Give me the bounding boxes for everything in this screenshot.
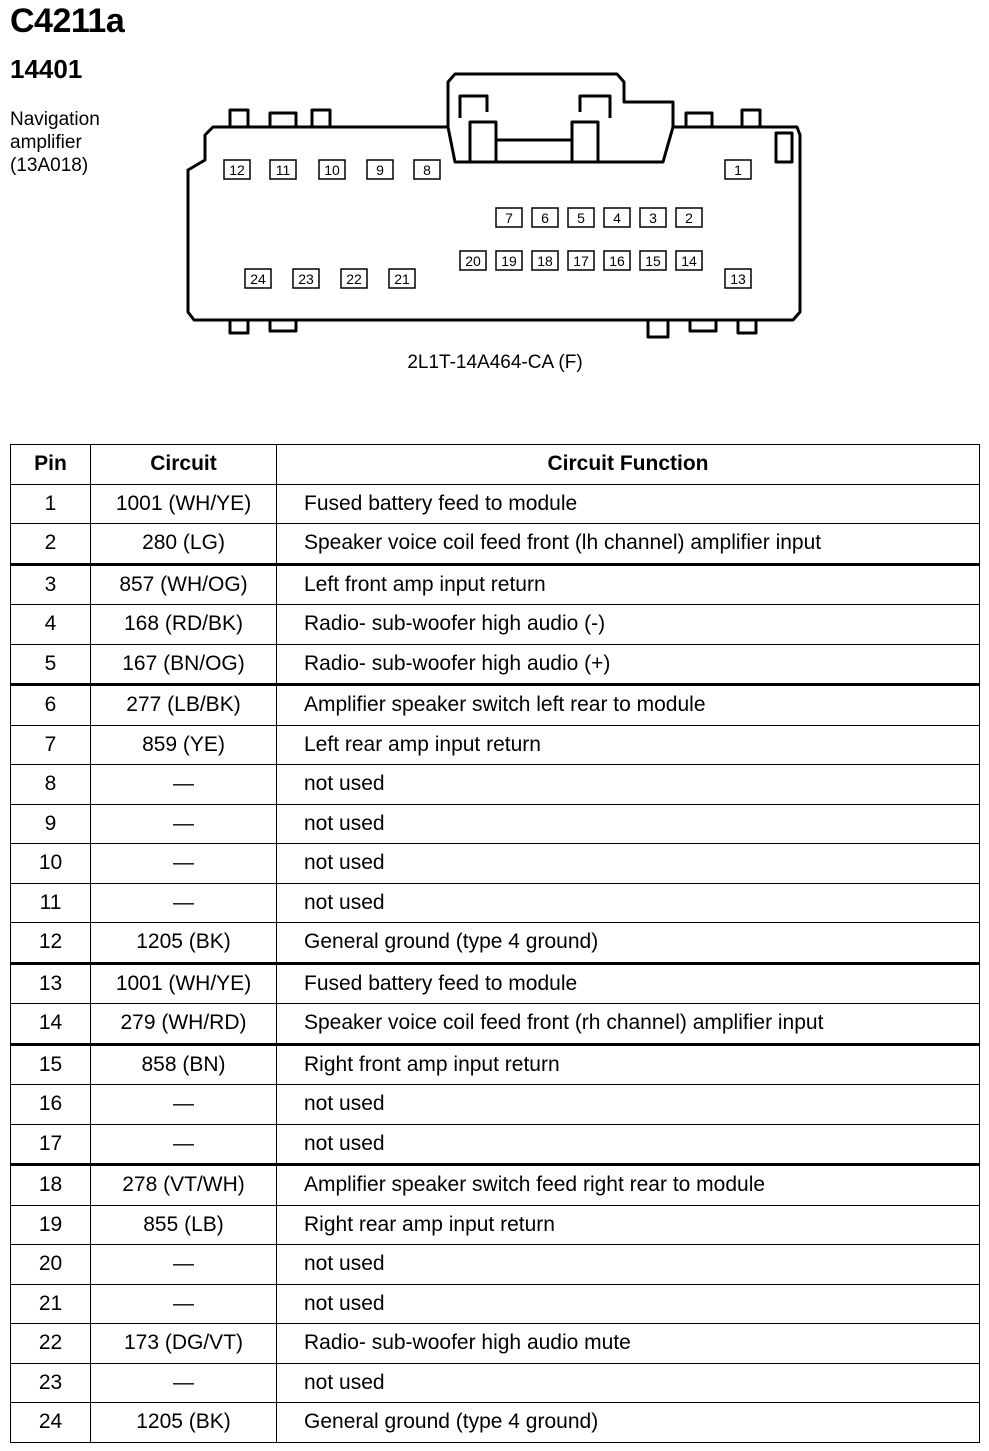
table-row bbox=[11, 804, 980, 844]
part-number: 14401 bbox=[10, 54, 83, 84]
circuit-cell: 858 (BN) bbox=[91, 1044, 277, 1085]
pin-cell: 19 bbox=[11, 1205, 91, 1245]
connector-latch bbox=[448, 74, 673, 127]
function-cell: not used bbox=[277, 1085, 980, 1125]
pin-number: 15 bbox=[645, 253, 661, 269]
pin-number: 19 bbox=[501, 253, 517, 269]
table-row bbox=[11, 1205, 980, 1245]
pin-cell: 13 bbox=[11, 963, 91, 1004]
pin-cell: 4 bbox=[11, 605, 91, 645]
pin-cell: 17 bbox=[11, 1124, 91, 1165]
function-cell: Fused battery feed to module bbox=[277, 963, 980, 1004]
circuit-cell: — bbox=[91, 1363, 277, 1403]
column-header-pin: Pin bbox=[11, 445, 91, 485]
circuit-cell: — bbox=[91, 844, 277, 884]
table-row bbox=[11, 844, 980, 884]
function-cell: not used bbox=[277, 883, 980, 923]
function-cell: Radio- sub-woofer high audio (-) bbox=[277, 605, 980, 645]
function-cell: Fused battery feed to module bbox=[277, 484, 980, 524]
circuit-cell: — bbox=[91, 883, 277, 923]
pin-cell: 14 bbox=[11, 1004, 91, 1045]
circuit-cell: 277 (LB/BK) bbox=[91, 685, 277, 726]
pin-cell: 10 bbox=[11, 844, 91, 884]
column-header-function: Circuit Function bbox=[277, 445, 980, 485]
bottom-tab bbox=[738, 320, 756, 333]
pin-number: 24 bbox=[250, 271, 266, 287]
pin-cell: 6 bbox=[11, 685, 91, 726]
top-tab bbox=[230, 110, 248, 127]
pin-cell: 7 bbox=[11, 725, 91, 765]
table-header-row bbox=[11, 445, 980, 485]
function-cell: General ground (type 4 ground) bbox=[277, 1403, 980, 1443]
function-cell: not used bbox=[277, 844, 980, 884]
pin-number: 9 bbox=[376, 162, 384, 178]
pin-cell: 21 bbox=[11, 1284, 91, 1324]
pin-number: 4 bbox=[613, 210, 621, 226]
function-cell: General ground (type 4 ground) bbox=[277, 923, 980, 964]
pin-cell: 11 bbox=[11, 883, 91, 923]
function-cell: Right rear amp input return bbox=[277, 1205, 980, 1245]
pin-number: 11 bbox=[275, 162, 291, 178]
pin-cell: 12 bbox=[11, 923, 91, 964]
table-row bbox=[11, 725, 980, 765]
pin-cell: 8 bbox=[11, 765, 91, 805]
table-row bbox=[11, 1124, 980, 1165]
pin-number: 5 bbox=[577, 210, 585, 226]
pin-number: 7 bbox=[505, 210, 513, 226]
pin-number: 6 bbox=[541, 210, 549, 226]
pin-table bbox=[10, 444, 980, 1443]
pin-number: 23 bbox=[298, 271, 314, 287]
pin-number: 8 bbox=[423, 162, 431, 178]
table-row bbox=[11, 564, 980, 605]
pin-number: 12 bbox=[229, 162, 245, 178]
circuit-cell: 1001 (WH/YE) bbox=[91, 484, 277, 524]
circuit-cell: — bbox=[91, 1124, 277, 1165]
circuit-cell: — bbox=[91, 1284, 277, 1324]
table-row bbox=[11, 765, 980, 805]
table-row bbox=[11, 1085, 980, 1125]
table-row bbox=[11, 1284, 980, 1324]
table-row bbox=[11, 1324, 980, 1364]
circuit-cell: — bbox=[91, 1085, 277, 1125]
pin-number: 14 bbox=[681, 253, 697, 269]
function-cell: Speaker voice coil feed front (lh channel) amplifier input bbox=[277, 524, 980, 565]
circuit-cell: 857 (WH/OG) bbox=[91, 564, 277, 605]
pin-cell: 18 bbox=[11, 1165, 91, 1206]
circuit-cell: 280 (LG) bbox=[91, 524, 277, 565]
circuit-cell: 1205 (BK) bbox=[91, 923, 277, 964]
table-row bbox=[11, 1403, 980, 1443]
circuit-cell: 278 (VT/WH) bbox=[91, 1165, 277, 1206]
table-row bbox=[11, 685, 980, 726]
pin-cell: 2 bbox=[11, 524, 91, 565]
circuit-cell: 1205 (BK) bbox=[91, 1403, 277, 1443]
table-row bbox=[11, 644, 980, 685]
connector-part-label: 2L1T-14A464-CA (F) bbox=[407, 352, 583, 373]
function-cell: Radio- sub-woofer high audio (+) bbox=[277, 644, 980, 685]
pin-number: 18 bbox=[537, 253, 553, 269]
pin-number: 20 bbox=[465, 253, 481, 269]
bottom-tab bbox=[648, 320, 668, 337]
pin-cell: 23 bbox=[11, 1363, 91, 1403]
pin-cell: 24 bbox=[11, 1403, 91, 1443]
table-row bbox=[11, 1004, 980, 1045]
description-line: (13A018) bbox=[10, 155, 89, 176]
circuit-cell: 173 (DG/VT) bbox=[91, 1324, 277, 1364]
function-cell: Radio- sub-woofer high audio mute bbox=[277, 1324, 980, 1364]
function-cell: Speaker voice coil feed front (rh channel) amplifier input bbox=[277, 1004, 980, 1045]
column-header-circuit: Circuit bbox=[91, 445, 277, 485]
bottom-tab bbox=[230, 320, 248, 333]
table-row bbox=[11, 923, 980, 964]
description-line: amplifier bbox=[10, 132, 82, 153]
function-cell: Amplifier speaker switch feed right rear to module bbox=[277, 1165, 980, 1206]
function-cell: not used bbox=[277, 765, 980, 805]
pin-number: 1 bbox=[734, 162, 742, 178]
table-row bbox=[11, 1363, 980, 1403]
bottom-tab bbox=[270, 320, 296, 331]
table-row bbox=[11, 484, 980, 524]
circuit-cell: — bbox=[91, 804, 277, 844]
function-cell: Right front amp input return bbox=[277, 1044, 980, 1085]
circuit-cell: — bbox=[91, 1245, 277, 1285]
connector-face-diagram bbox=[0, 0, 989, 400]
pin-cell: 1 bbox=[11, 484, 91, 524]
table-row bbox=[11, 963, 980, 1004]
function-cell: not used bbox=[277, 1124, 980, 1165]
circuit-cell: 279 (WH/RD) bbox=[91, 1004, 277, 1045]
table-row bbox=[11, 883, 980, 923]
top-tab bbox=[742, 110, 760, 127]
top-tab bbox=[686, 113, 712, 127]
circuit-cell: 167 (BN/OG) bbox=[91, 644, 277, 685]
pin-cell: 15 bbox=[11, 1044, 91, 1085]
table-row bbox=[11, 605, 980, 645]
bottom-tab bbox=[690, 320, 716, 331]
table-row bbox=[11, 1165, 980, 1206]
pin-cell: 5 bbox=[11, 644, 91, 685]
top-tab bbox=[270, 113, 296, 127]
circuit-cell: — bbox=[91, 765, 277, 805]
top-tab bbox=[312, 110, 330, 127]
function-cell: Left front amp input return bbox=[277, 564, 980, 605]
description-line: Navigation bbox=[10, 109, 100, 130]
pin-number: 13 bbox=[730, 271, 746, 287]
function-cell: not used bbox=[277, 804, 980, 844]
pin-number: 17 bbox=[573, 253, 589, 269]
pin-number: 10 bbox=[324, 162, 340, 178]
pin-number: 16 bbox=[609, 253, 625, 269]
function-cell: not used bbox=[277, 1363, 980, 1403]
pin-number: 21 bbox=[394, 271, 410, 287]
pin-number: 2 bbox=[685, 210, 693, 226]
pin-number: 22 bbox=[346, 271, 362, 287]
circuit-cell: 855 (LB) bbox=[91, 1205, 277, 1245]
circuit-cell: 1001 (WH/YE) bbox=[91, 963, 277, 1004]
pin-cell: 22 bbox=[11, 1324, 91, 1364]
pin-cell: 3 bbox=[11, 564, 91, 605]
pin-cell: 20 bbox=[11, 1245, 91, 1285]
table-row bbox=[11, 1245, 980, 1285]
function-cell: not used bbox=[277, 1245, 980, 1285]
connector-housing bbox=[188, 127, 800, 320]
pin-number: 3 bbox=[649, 210, 657, 226]
connector-code: C4211a bbox=[10, 2, 125, 40]
function-cell: Left rear amp input return bbox=[277, 725, 980, 765]
table-row bbox=[11, 1044, 980, 1085]
function-cell: not used bbox=[277, 1284, 980, 1324]
circuit-cell: 168 (RD/BK) bbox=[91, 605, 277, 645]
circuit-cell: 859 (YE) bbox=[91, 725, 277, 765]
pin-cell: 16 bbox=[11, 1085, 91, 1125]
function-cell: Amplifier speaker switch left rear to module bbox=[277, 685, 980, 726]
pin-cell: 9 bbox=[11, 804, 91, 844]
table-row bbox=[11, 524, 980, 565]
